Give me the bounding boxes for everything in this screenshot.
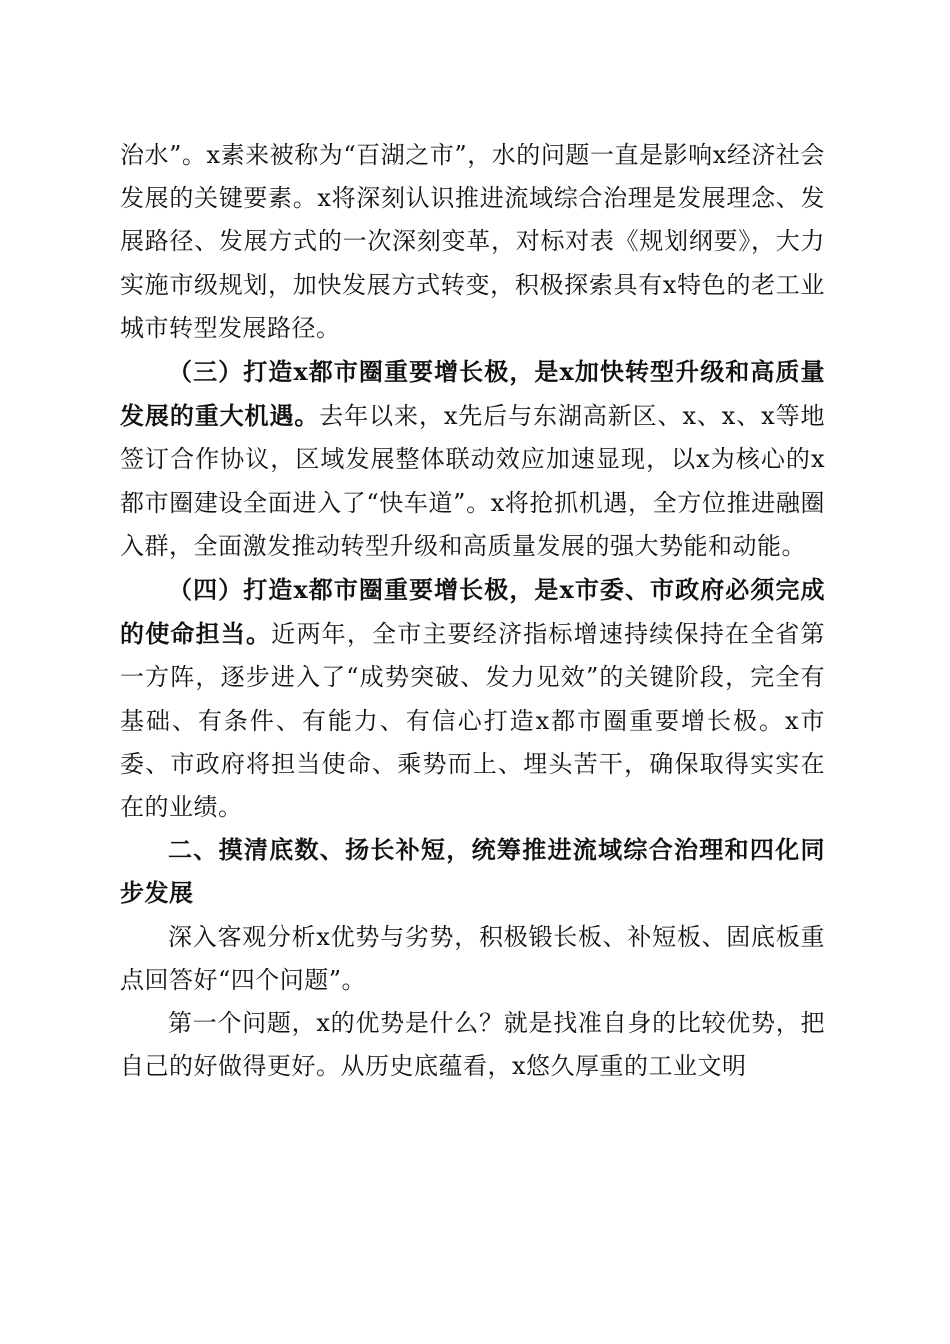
paragraph-text: 第一个问题，x的优势是什么？就是找准自身的比较优势，把自己的好做得更好。从历史底蕴看，x悠久厚重的工业文明: [120, 1009, 825, 1081]
paragraph-analysis: [120, 916, 825, 1002]
document-body: [120, 134, 825, 1088]
paragraph-section-four: [120, 568, 825, 829]
paragraph-question-one: [120, 1002, 825, 1088]
paragraph-text: 近两年，全市主要经济指标增速持续保持在全省第一方阵，逐步进入了“成势突破、发力见效”的关键阶段，完全有基础、有条件、有能力、有信心打造x都市圈重要增长极。x市委、市政府将担当使命、乘势而上、埋头苦干，确保取得实实在在的业绩。: [120, 620, 826, 822]
paragraph-continuation: [120, 134, 825, 350]
paragraph-lead: （四）打造x都市圈重要增长极，是x市委、市政府必须完成的使命担当。: [120, 575, 825, 649]
paragraph-text: 治水”。x素来被称为“百湖之市”，水的问题一直是影响x经济社会发展的关键要素。x将深刻认识推进流域综合治理是发展理念、发展路径、发展方式的一次深刻变革，对标对表《规划纲要》，大力实施市级规划，加快发展方式转变，积极探索具有x特色的老工业城市转型发展路径。: [120, 141, 825, 342]
paragraph-lead: （三）打造x都市圈重要增长极，是x加快转型升级和高质量发展的重大机遇。: [120, 357, 825, 431]
paragraph-text: 去年以来，x先后与东湖高新区、x、x、x等地签订合作协议，区域发展整体联动效应加速显现，以x为核心的x都市圈建设全面进入了“快车道”。x将抢抓机遇，全方位推进融圈入群，全面激发推动转型升级和高质量发展的强大势能和动能。: [120, 402, 826, 560]
paragraph-section-three: [120, 350, 825, 568]
section-heading: 二、摸清底数、扬长补短，统筹推进流域综合治理和四化同步发展: [120, 836, 825, 908]
paragraph-text: 深入客观分析x优势与劣势，积极锻长板、补短板、固底板重点回答好“四个问题”。: [120, 922, 825, 994]
